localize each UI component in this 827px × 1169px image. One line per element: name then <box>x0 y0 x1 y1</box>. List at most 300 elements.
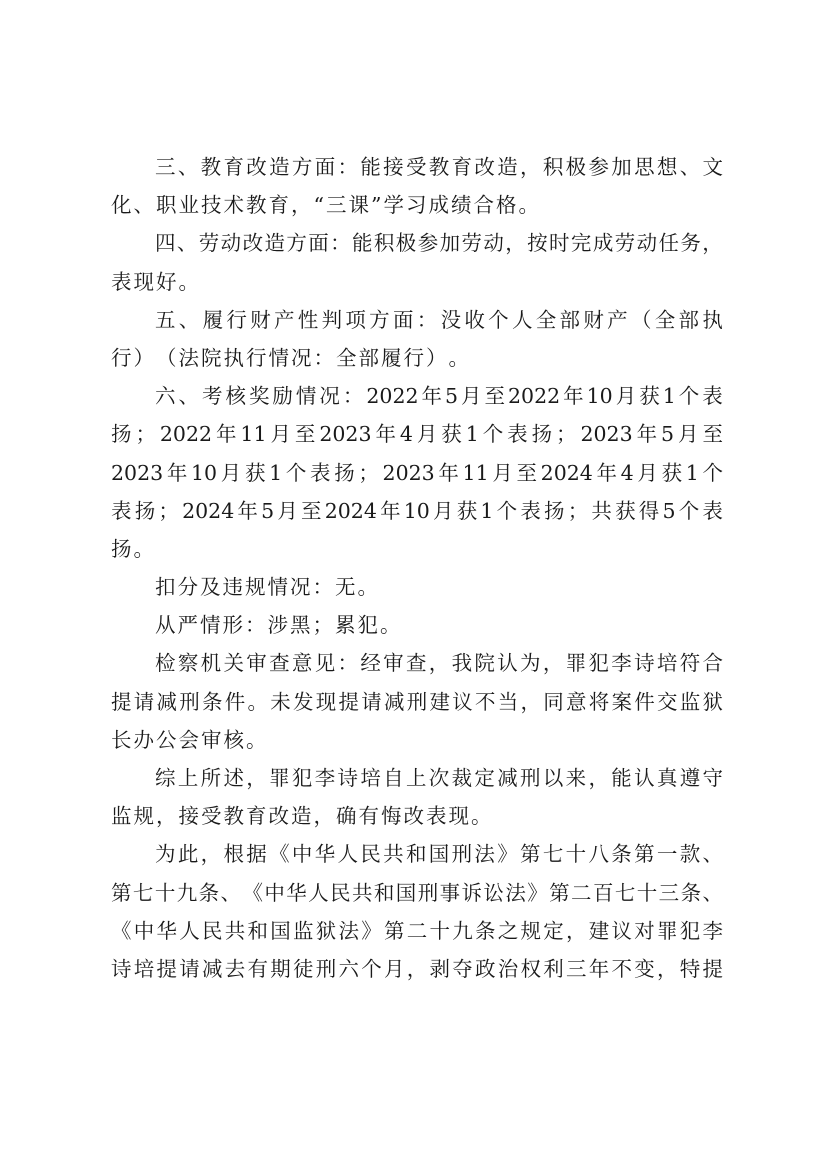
text-glyph: 不 <box>475 689 496 714</box>
text-glyph: 意 <box>566 689 587 714</box>
text-glyph: 刑 <box>406 689 428 714</box>
text-glyph: 况 <box>291 345 314 370</box>
text-glyph: 条 <box>198 880 220 905</box>
text-glyph: 受 <box>405 155 427 179</box>
text-glyph: 思 <box>634 155 655 179</box>
text-glyph: 奖 <box>248 384 270 409</box>
text-glyph: 共 <box>351 880 373 905</box>
text-glyph: 改 <box>474 155 495 179</box>
text-glyph: 中 <box>291 842 313 867</box>
text-glyph: 判 <box>321 307 343 332</box>
text-glyph: 教 <box>428 155 450 179</box>
text-glyph: 教 <box>200 155 222 179</box>
text-glyph: 部 <box>678 307 700 332</box>
text-glyph: 监 <box>111 804 134 829</box>
text-glyph: 减 <box>497 766 518 790</box>
text-glyph: 请 <box>133 689 155 714</box>
text-glyph: 夺 <box>452 956 473 981</box>
text-glyph: 扬 <box>111 536 134 561</box>
text-glyph: ； <box>567 498 589 523</box>
text-glyph: 造 <box>291 804 314 829</box>
text-glyph: 。 <box>518 193 541 218</box>
text-glyph: 件 <box>634 689 655 714</box>
text-glyph: 部 <box>559 307 581 332</box>
text-glyph: 好 <box>156 269 179 294</box>
text-glyph: 情 <box>295 384 317 409</box>
text-glyph: 培 <box>360 766 381 790</box>
text-glyph: 民 <box>202 918 223 943</box>
text-glyph: 履 <box>381 345 404 370</box>
text-glyph: 见 <box>314 651 336 676</box>
text-line <box>111 263 723 301</box>
text-glyph: 。 <box>133 536 156 561</box>
text-glyph: 获 <box>615 498 636 523</box>
text-glyph: 得 <box>638 498 660 523</box>
text-glyph: 2024 <box>182 498 235 523</box>
text-glyph: 犯 <box>588 651 609 676</box>
text-glyph: 月 <box>433 498 454 523</box>
text-glyph: 守 <box>702 766 723 790</box>
text-glyph: ； <box>312 613 335 638</box>
text-glyph: 想 <box>656 155 678 179</box>
text-glyph: 育 <box>451 155 473 179</box>
text-glyph: 定 <box>543 918 564 943</box>
text-glyph: 自 <box>383 766 404 790</box>
text-glyph: 文 <box>702 155 723 179</box>
text-glyph: 发 <box>293 689 314 714</box>
text-glyph: 累 <box>335 613 358 638</box>
text-glyph: 接 <box>178 804 201 829</box>
text-glyph: 个 <box>496 498 518 523</box>
text-glyph: 培 <box>656 651 678 676</box>
text-glyph: 减 <box>384 689 405 714</box>
text-glyph: 造 <box>264 231 285 256</box>
text-line <box>111 568 723 606</box>
text-glyph: 4 <box>620 460 634 485</box>
text-glyph: 政 <box>475 956 496 981</box>
text-glyph: 人 <box>179 918 200 943</box>
text-glyph: 审 <box>201 727 224 752</box>
text-glyph: 。 <box>178 269 201 294</box>
text-glyph: 个 <box>678 384 700 409</box>
text-glyph: 月 <box>220 460 242 485</box>
text-glyph: ， <box>566 918 587 943</box>
text-glyph: 七 <box>132 880 154 905</box>
text-line <box>111 644 723 682</box>
text-glyph: 中 <box>133 918 155 943</box>
text-glyph: 狱 <box>315 918 337 943</box>
text-glyph: 意 <box>291 651 313 676</box>
text-glyph: 月 <box>384 956 405 981</box>
text-glyph: ） <box>426 345 449 370</box>
text-glyph: 扣 <box>155 575 178 600</box>
text-glyph: 条 <box>680 880 702 905</box>
text-glyph: 十 <box>636 880 658 905</box>
text-glyph: 诗 <box>337 766 358 790</box>
text-glyph: 无 <box>335 575 358 600</box>
text-glyph: 刑 <box>315 956 337 981</box>
text-glyph: 犯 <box>291 766 313 790</box>
text-glyph: 改 <box>268 804 291 829</box>
text-glyph: 1 <box>269 460 283 485</box>
text-glyph: 履 <box>202 307 224 332</box>
text-glyph: 李 <box>611 651 632 676</box>
text-glyph: 月 <box>416 422 438 447</box>
text-glyph: 接 <box>383 155 404 179</box>
text-glyph: 一 <box>656 842 678 867</box>
text-glyph: 个 <box>285 460 307 485</box>
text-glyph: 表 <box>702 498 723 523</box>
text-glyph: 刑 <box>179 689 200 714</box>
text-glyph: 罪 <box>269 766 290 790</box>
text-glyph: 励 <box>272 384 293 409</box>
text-glyph: 方 <box>369 307 390 332</box>
text-glyph: 李 <box>314 766 336 790</box>
text-glyph: 办 <box>133 727 156 752</box>
text-glyph: ， <box>657 956 678 981</box>
text-glyph: 、 <box>178 384 199 409</box>
text-glyph: 产 <box>273 307 295 332</box>
text-glyph: 治 <box>497 956 519 981</box>
text-glyph: ， <box>428 651 450 676</box>
text-glyph: 受 <box>201 804 224 829</box>
text-glyph: 去 <box>224 956 246 981</box>
text-glyph: 九 <box>452 918 473 943</box>
text-line <box>111 339 723 377</box>
text-glyph: 监 <box>679 689 701 714</box>
text-glyph: 上 <box>405 766 427 790</box>
text-glyph: 同 <box>543 689 564 714</box>
text-glyph: 5 <box>445 384 459 409</box>
text-glyph: 获 <box>244 460 266 485</box>
text-glyph: 年 <box>215 422 237 447</box>
text-glyph: 任 <box>658 231 679 256</box>
text-glyph: 年 <box>438 460 459 485</box>
text-glyph: 提 <box>702 956 723 981</box>
text-glyph: 期 <box>270 956 291 981</box>
text-glyph: 。 <box>471 804 494 829</box>
text-glyph: 院 <box>201 345 224 370</box>
text-glyph: 罪 <box>565 651 587 676</box>
text-glyph: 月 <box>637 460 658 485</box>
text-glyph: 条 <box>202 689 223 714</box>
text-glyph: 月 <box>270 422 291 447</box>
text-glyph: “ <box>313 193 326 218</box>
text-glyph: 利 <box>543 956 564 981</box>
text-glyph: 三 <box>658 880 680 905</box>
text-glyph: 建 <box>588 918 610 943</box>
text-line <box>111 912 723 950</box>
text-glyph: 提 <box>338 689 359 714</box>
text-glyph: 1 <box>465 422 479 447</box>
text-glyph: 、 <box>133 193 156 218</box>
text-glyph: 学 <box>383 193 406 218</box>
text-glyph: ： <box>330 231 351 256</box>
text-glyph: 检 <box>155 651 176 676</box>
text-glyph: 况 <box>319 384 340 409</box>
text-glyph: 三 <box>325 193 349 218</box>
text-glyph: 情 <box>200 613 223 638</box>
text-glyph: 遵 <box>679 766 701 790</box>
text-glyph: 至 <box>294 422 316 447</box>
text-glyph: 监 <box>293 918 314 943</box>
text-glyph: 。 <box>247 689 268 714</box>
text-glyph: 会 <box>178 727 201 752</box>
text-glyph: 查 <box>269 651 290 676</box>
text-glyph: 刑 <box>520 766 541 790</box>
text-glyph: 现 <box>448 804 471 829</box>
text-glyph: 情 <box>268 345 291 370</box>
text-glyph: 财 <box>583 307 604 332</box>
text-glyph: 5 <box>661 422 675 447</box>
text-glyph: ： <box>312 575 335 600</box>
text-glyph: 减 <box>156 689 177 714</box>
text-glyph: 产 <box>607 307 628 332</box>
text-glyph: 表 <box>702 384 723 409</box>
text-glyph: 个 <box>482 422 504 447</box>
text-glyph: 对 <box>634 918 655 943</box>
text-glyph: 2024 <box>540 460 593 485</box>
text-glyph: 认 <box>634 766 655 790</box>
text-glyph: 请 <box>179 956 200 981</box>
text-glyph: 悔 <box>381 804 404 829</box>
text-glyph: 八 <box>588 842 609 867</box>
text-glyph: 课 <box>348 193 371 218</box>
text-glyph: ； <box>135 422 156 447</box>
text-glyph: 扬 <box>334 460 355 485</box>
text-glyph: 能 <box>611 766 632 790</box>
text-glyph: 及 <box>200 575 223 600</box>
text-glyph: 请 <box>361 689 382 714</box>
text-glyph: 行 <box>226 307 247 332</box>
text-glyph: 议 <box>611 918 632 943</box>
text-glyph: ） <box>133 345 156 370</box>
text-glyph: 第 <box>520 842 541 867</box>
text-glyph: 议 <box>452 689 473 714</box>
text-glyph: 表 <box>310 460 331 485</box>
text-glyph: 情 <box>267 575 290 600</box>
text-line <box>111 415 723 453</box>
text-glyph: 教 <box>223 804 246 829</box>
text-glyph: 李 <box>702 918 723 943</box>
text-glyph: 法 <box>178 345 201 370</box>
text-glyph: 教 <box>246 193 269 218</box>
text-glyph: 规 <box>520 918 541 943</box>
text-glyph: 将 <box>588 689 610 714</box>
text-glyph: 有 <box>358 804 381 829</box>
text-glyph: 审 <box>246 651 267 676</box>
text-glyph: 三 <box>566 956 587 981</box>
text-glyph: 月 <box>277 498 298 523</box>
text-glyph: 2023 <box>319 422 372 447</box>
text-glyph: ： <box>416 307 438 332</box>
text-glyph: 》 <box>497 842 518 867</box>
text-glyph: 现 <box>315 689 337 714</box>
text-glyph: 核 <box>223 727 246 752</box>
text-glyph: 积 <box>542 155 564 179</box>
text-glyph: 月 <box>492 460 513 485</box>
text-glyph: 罪 <box>657 918 678 943</box>
text-line <box>111 797 723 835</box>
text-glyph: 收 <box>464 307 485 332</box>
text-glyph: 和 <box>373 880 395 905</box>
text-glyph: 面 <box>308 231 329 256</box>
text-glyph: ， <box>702 231 723 256</box>
text-glyph: 建 <box>429 689 450 714</box>
text-glyph: 2023 <box>580 422 633 447</box>
text-glyph: 诗 <box>634 651 655 676</box>
text-glyph: 年 <box>636 422 658 447</box>
text-glyph: ： <box>337 651 358 676</box>
text-line <box>111 683 723 721</box>
text-line <box>111 606 723 644</box>
text-glyph: 年 <box>166 460 188 485</box>
text-glyph: 表 <box>111 498 132 523</box>
text-glyph: 年 <box>563 384 584 409</box>
text-glyph: 行 <box>403 345 426 370</box>
text-glyph: 十 <box>429 918 450 943</box>
text-glyph: 和 <box>247 918 268 943</box>
text-glyph: （ <box>630 307 652 332</box>
text-glyph: 按 <box>527 231 548 256</box>
text-glyph: 徒 <box>293 956 314 981</box>
text-line <box>111 721 723 759</box>
text-glyph: 2024 <box>324 498 377 523</box>
text-glyph: 提 <box>111 689 132 714</box>
text-glyph: 华 <box>156 918 177 943</box>
text-glyph: 人 <box>337 842 358 867</box>
text-glyph: ； <box>158 498 179 523</box>
text-glyph: 劳 <box>198 231 220 256</box>
text-line <box>111 530 723 568</box>
text-glyph: 长 <box>111 727 134 752</box>
text-glyph: 2023 <box>111 460 164 485</box>
text-glyph: 获 <box>661 460 683 485</box>
text-glyph: 。 <box>246 727 269 752</box>
text-glyph: 况 <box>290 575 313 600</box>
text-glyph: ， <box>200 842 222 867</box>
text-line <box>111 874 723 912</box>
text-glyph: 性 <box>297 307 319 332</box>
text-glyph: 述 <box>223 766 244 790</box>
text-glyph: 第 <box>634 842 655 867</box>
text-glyph: 确 <box>336 804 359 829</box>
text-glyph: 、 <box>176 231 198 256</box>
text-glyph: 职 <box>156 193 179 218</box>
text-glyph: 动 <box>483 231 504 256</box>
text-glyph: 积 <box>373 231 395 256</box>
text-glyph: 院 <box>474 651 495 676</box>
text-glyph: 共 <box>383 842 404 867</box>
text-glyph: 动 <box>636 231 658 256</box>
text-glyph: 年 <box>588 956 610 981</box>
text-glyph: 获 <box>639 384 660 409</box>
text-glyph: 审 <box>383 651 404 676</box>
text-glyph: 个 <box>678 498 700 523</box>
text-glyph: 真 <box>656 766 678 790</box>
text-glyph: 方 <box>286 231 307 256</box>
text-glyph: 1 <box>685 460 699 485</box>
text-glyph: 所 <box>200 766 222 790</box>
text-line <box>111 148 723 186</box>
text-glyph: 1 <box>480 498 494 523</box>
text-glyph: ， <box>505 231 526 256</box>
text-glyph: 。 <box>357 575 380 600</box>
text-glyph: 习 <box>405 193 429 218</box>
text-glyph: 察 <box>177 651 199 676</box>
text-glyph: ： <box>337 155 358 179</box>
text-glyph: 形 <box>222 613 245 638</box>
text-glyph: 权 <box>520 956 541 981</box>
text-glyph: 变 <box>634 956 655 981</box>
text-glyph: 至 <box>516 460 537 485</box>
text-glyph: ， <box>520 689 541 714</box>
text-glyph: 业 <box>178 193 201 218</box>
text-glyph: 和 <box>405 842 427 867</box>
text-glyph: 月 <box>615 384 637 409</box>
text-glyph: ： <box>313 345 336 370</box>
text-glyph: 查 <box>405 651 427 676</box>
text-glyph: 育 <box>223 155 244 179</box>
text-glyph: 为 <box>520 651 541 676</box>
text-glyph: ： <box>245 613 268 638</box>
text-glyph: 严 <box>177 613 200 638</box>
text-glyph: 共 <box>224 918 246 943</box>
text-glyph: 》 <box>527 880 548 905</box>
text-glyph: 未 <box>270 689 291 714</box>
text-glyph: 诗 <box>111 956 132 981</box>
text-glyph: 《 <box>242 880 263 905</box>
text-glyph: 国 <box>395 880 417 905</box>
text-glyph: ， <box>313 804 336 829</box>
text-glyph: 核 <box>225 384 246 409</box>
text-glyph: 、 <box>702 842 723 867</box>
text-glyph: 11 <box>240 422 267 447</box>
text-glyph: 2022 <box>159 422 213 447</box>
text-glyph: 10 <box>191 460 218 485</box>
text-glyph: 为 <box>155 842 176 867</box>
text-glyph: 七 <box>542 842 564 867</box>
text-glyph: 部 <box>358 345 381 370</box>
text-glyph: 行 <box>111 345 134 370</box>
text-glyph: 表 <box>507 422 528 447</box>
text-glyph: 扬 <box>531 422 553 447</box>
text-glyph: 表 <box>111 269 134 294</box>
text-glyph: 认 <box>497 651 518 676</box>
text-line <box>111 759 723 797</box>
text-glyph: 法 <box>505 880 526 905</box>
text-glyph: 。 <box>380 613 403 638</box>
text-glyph: 表 <box>520 498 541 523</box>
text-glyph: ， <box>542 651 564 676</box>
text-glyph: 当 <box>497 689 519 714</box>
text-line <box>111 492 723 530</box>
text-glyph: 中 <box>264 880 285 905</box>
text-glyph: 据 <box>246 842 267 867</box>
text-glyph: 财 <box>250 307 271 332</box>
text-glyph: 《 <box>269 842 290 867</box>
text-glyph: 民 <box>330 880 351 905</box>
text-glyph: 关 <box>223 651 244 676</box>
text-glyph: 全 <box>535 307 557 332</box>
text-glyph: 综 <box>155 766 176 790</box>
text-glyph: 九 <box>176 880 198 905</box>
text-glyph: 获 <box>456 498 478 523</box>
text-glyph: 至 <box>702 422 723 447</box>
text-glyph: 个 <box>361 956 382 981</box>
text-glyph: 能 <box>360 155 381 179</box>
text-glyph: 改 <box>242 231 264 256</box>
